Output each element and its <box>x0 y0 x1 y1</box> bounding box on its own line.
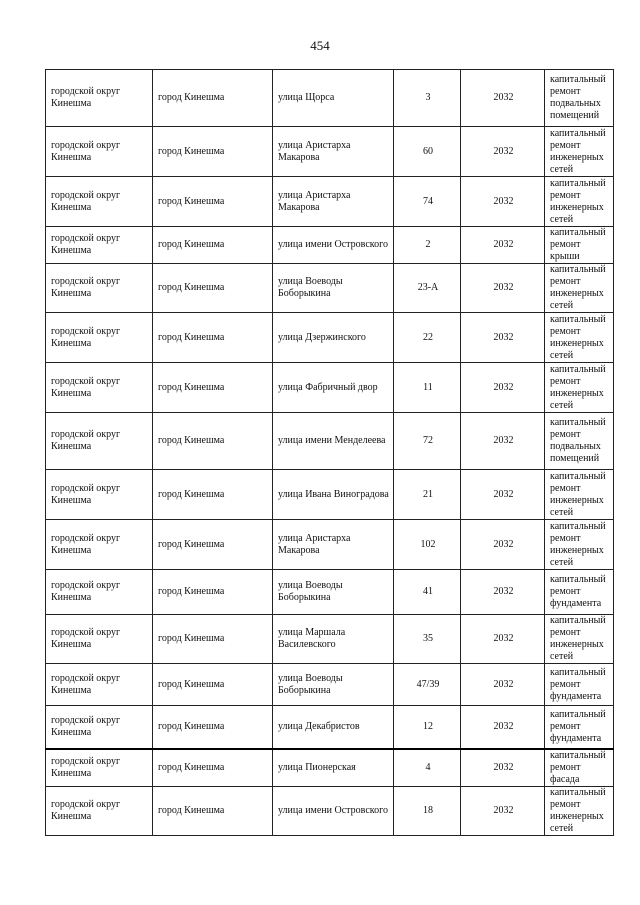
district-cell: городской округ Кинешма <box>46 570 153 615</box>
house-cell: 72 <box>394 413 461 470</box>
year-cell: 2032 <box>461 363 545 413</box>
year-cell: 2032 <box>461 786 545 835</box>
year-cell: 2032 <box>461 706 545 749</box>
house-cell: 11 <box>394 363 461 413</box>
table-row <box>46 706 614 749</box>
street-cell: улица имени Островского <box>273 227 394 264</box>
street-cell: улица Маршала Василевского <box>273 615 394 664</box>
street-cell: улица Аристарха Макарова <box>273 177 394 227</box>
district-cell: городской округ Кинешма <box>46 615 153 664</box>
work-type-cell: капитальный ремонт инженерных сетей <box>545 520 614 570</box>
street-cell: улица Аристарха Макарова <box>273 127 394 177</box>
city-cell: город Кинешма <box>153 227 273 264</box>
work-type-cell: капитальный ремонт инженерных сетей <box>545 177 614 227</box>
district-cell: городской округ Кинешма <box>46 749 153 787</box>
city-cell: город Кинешма <box>153 570 273 615</box>
city-cell: город Кинешма <box>153 664 273 706</box>
house-cell: 102 <box>394 520 461 570</box>
city-cell: город Кинешма <box>153 413 273 470</box>
district-cell: городской округ Кинешма <box>46 706 153 749</box>
city-cell: город Кинешма <box>153 177 273 227</box>
registry-table <box>45 69 614 836</box>
year-cell: 2032 <box>461 570 545 615</box>
table-row <box>46 177 614 227</box>
table-row <box>46 363 614 413</box>
district-cell: городской округ Кинешма <box>46 786 153 835</box>
work-type-cell: капитальный ремонт фундамента <box>545 664 614 706</box>
house-cell: 3 <box>394 70 461 127</box>
street-cell: улица Воеводы Боборыкина <box>273 570 394 615</box>
district-cell: городской округ Кинешма <box>46 127 153 177</box>
house-cell: 12 <box>394 706 461 749</box>
district-cell: городской округ Кинешма <box>46 227 153 264</box>
year-cell: 2032 <box>461 749 545 787</box>
work-type-cell: капитальный ремонт фундамента <box>545 570 614 615</box>
house-cell: 23-А <box>394 264 461 313</box>
district-cell: городской округ Кинешма <box>46 177 153 227</box>
street-cell: улица Щорса <box>273 70 394 127</box>
city-cell: город Кинешма <box>153 520 273 570</box>
work-type-cell: капитальный ремонт инженерных сетей <box>545 470 614 520</box>
year-cell: 2032 <box>461 470 545 520</box>
table-row <box>46 520 614 570</box>
work-type-cell: капитальный ремонт инженерных сетей <box>545 264 614 313</box>
district-cell: городской округ Кинешма <box>46 363 153 413</box>
table-row <box>46 615 614 664</box>
house-cell: 35 <box>394 615 461 664</box>
street-cell: улица Воеводы Боборыкина <box>273 664 394 706</box>
city-cell: город Кинешма <box>153 786 273 835</box>
work-type-cell: капитальный ремонт крыши <box>545 227 614 264</box>
district-cell: городской округ Кинешма <box>46 664 153 706</box>
table-row <box>46 664 614 706</box>
work-type-cell: капитальный ремонт инженерных сетей <box>545 786 614 835</box>
city-cell: город Кинешма <box>153 363 273 413</box>
table-row <box>46 470 614 520</box>
street-cell: улица Декабристов <box>273 706 394 749</box>
street-cell: улица Фабричный двор <box>273 363 394 413</box>
district-cell: городской округ Кинешма <box>46 413 153 470</box>
city-cell: город Кинешма <box>153 470 273 520</box>
house-cell: 41 <box>394 570 461 615</box>
street-cell: улица Воеводы Боборыкина <box>273 264 394 313</box>
registry-table-body <box>46 70 614 836</box>
year-cell: 2032 <box>461 264 545 313</box>
street-cell: улица Пионерская <box>273 749 394 787</box>
work-type-cell: капитальный ремонт фундамента <box>545 706 614 749</box>
street-cell: улица имени Менделеева <box>273 413 394 470</box>
year-cell: 2032 <box>461 664 545 706</box>
table-row <box>46 413 614 470</box>
table-row <box>46 264 614 313</box>
table-row <box>46 749 614 787</box>
district-cell: городской округ Кинешма <box>46 313 153 363</box>
work-type-cell: капитальный ремонт подвальных помещений <box>545 413 614 470</box>
year-cell: 2032 <box>461 70 545 127</box>
work-type-cell: капитальный ремонт подвальных помещений <box>545 70 614 127</box>
year-cell: 2032 <box>461 313 545 363</box>
city-cell: город Кинешма <box>153 706 273 749</box>
table-row <box>46 227 614 264</box>
city-cell: город Кинешма <box>153 127 273 177</box>
street-cell: улица Ивана Виноградова <box>273 470 394 520</box>
year-cell: 2032 <box>461 227 545 264</box>
table-row <box>46 70 614 127</box>
city-cell: город Кинешма <box>153 615 273 664</box>
house-cell: 21 <box>394 470 461 520</box>
house-cell: 4 <box>394 749 461 787</box>
work-type-cell: капитальный ремонт инженерных сетей <box>545 363 614 413</box>
house-cell: 47/39 <box>394 664 461 706</box>
city-cell: город Кинешма <box>153 70 273 127</box>
year-cell: 2032 <box>461 177 545 227</box>
year-cell: 2032 <box>461 127 545 177</box>
table-row <box>46 313 614 363</box>
street-cell: улица Аристарха Макарова <box>273 520 394 570</box>
table-row <box>46 786 614 835</box>
page-number: 454 <box>310 38 330 53</box>
year-cell: 2032 <box>461 615 545 664</box>
house-cell: 60 <box>394 127 461 177</box>
house-cell: 18 <box>394 786 461 835</box>
work-type-cell: капитальный ремонт инженерных сетей <box>545 127 614 177</box>
work-type-cell: капитальный ремонт инженерных сетей <box>545 313 614 363</box>
street-cell: улица имени Островского <box>273 786 394 835</box>
city-cell: город Кинешма <box>153 313 273 363</box>
table-row <box>46 127 614 177</box>
city-cell: город Кинешма <box>153 749 273 787</box>
house-cell: 2 <box>394 227 461 264</box>
house-cell: 22 <box>394 313 461 363</box>
year-cell: 2032 <box>461 413 545 470</box>
house-cell: 74 <box>394 177 461 227</box>
street-cell: улица Дзержинского <box>273 313 394 363</box>
work-type-cell: капитальный ремонт инженерных сетей <box>545 615 614 664</box>
district-cell: городской округ Кинешма <box>46 470 153 520</box>
district-cell: городской округ Кинешма <box>46 264 153 313</box>
year-cell: 2032 <box>461 520 545 570</box>
table-row <box>46 570 614 615</box>
city-cell: город Кинешма <box>153 264 273 313</box>
district-cell: городской округ Кинешма <box>46 70 153 127</box>
work-type-cell: капитальный ремонт фасада <box>545 749 614 787</box>
district-cell: городской округ Кинешма <box>46 520 153 570</box>
